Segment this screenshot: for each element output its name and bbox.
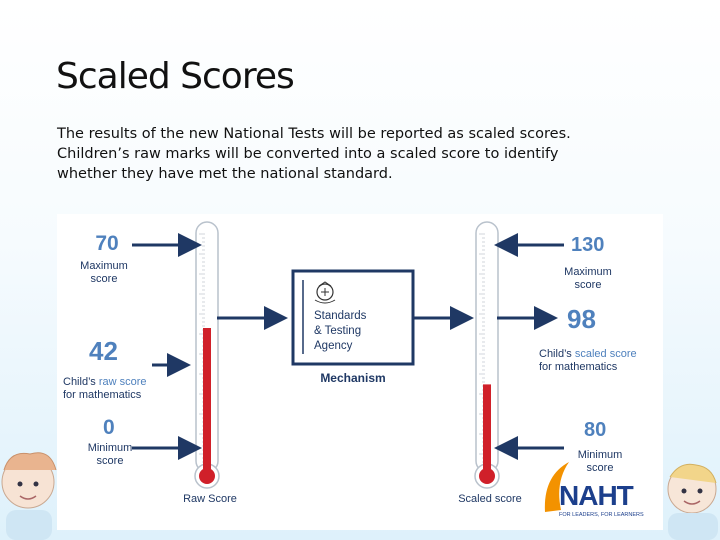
raw-min-value: 0 — [103, 416, 115, 439]
slide-body-text — [57, 124, 657, 184]
raw-max-label: Maximum score — [80, 260, 128, 285]
scaled-mercury-bulb — [479, 468, 495, 484]
scaled-max-value: 130 — [571, 234, 605, 256]
naht-logo-tagline: FOR LEADERS, FOR LEARNERS — [559, 512, 644, 518]
mechanism-caption: Mechanism — [320, 371, 386, 385]
child-illustration-left — [0, 440, 60, 540]
scaled-child-label: Child’s scaled score for mathematics — [539, 348, 637, 373]
scaled-max-label: Maximum score — [564, 266, 612, 291]
child-illustration-right — [660, 455, 720, 540]
raw-mercury-bulb — [199, 468, 215, 484]
scaled-score-thermometer — [475, 222, 499, 488]
body-line-1: The results of the new National Tests will be reported as scaled scores. — [57, 126, 571, 142]
raw-min-label: Minimum score — [87, 442, 133, 467]
raw-child-value: 42 — [89, 336, 118, 366]
scaled-score-caption: Scaled score — [458, 493, 522, 505]
agency-name: Standards & Testing Agency — [314, 310, 367, 352]
slide-title: Scaled Scores — [56, 56, 294, 97]
scaled-child-value: 98 — [567, 304, 596, 334]
body-line-2: Children’s raw marks will be converted into a scaled score to identify — [57, 146, 559, 162]
raw-max-value: 70 — [95, 232, 119, 255]
naht-logo-text: NAHT — [559, 480, 633, 511]
scaled-mercury-column — [483, 384, 491, 469]
scaled-score-diagram — [57, 214, 663, 530]
raw-score-caption: Raw Score — [183, 493, 237, 505]
scaled-min-label: Minimum score — [577, 449, 623, 474]
scaled-min-value: 80 — [584, 419, 607, 441]
raw-child-label: Child’s raw score for mathematics — [63, 376, 147, 401]
raw-mercury-column — [203, 328, 211, 469]
body-line-3: whether they have met the national standard. — [57, 166, 393, 182]
